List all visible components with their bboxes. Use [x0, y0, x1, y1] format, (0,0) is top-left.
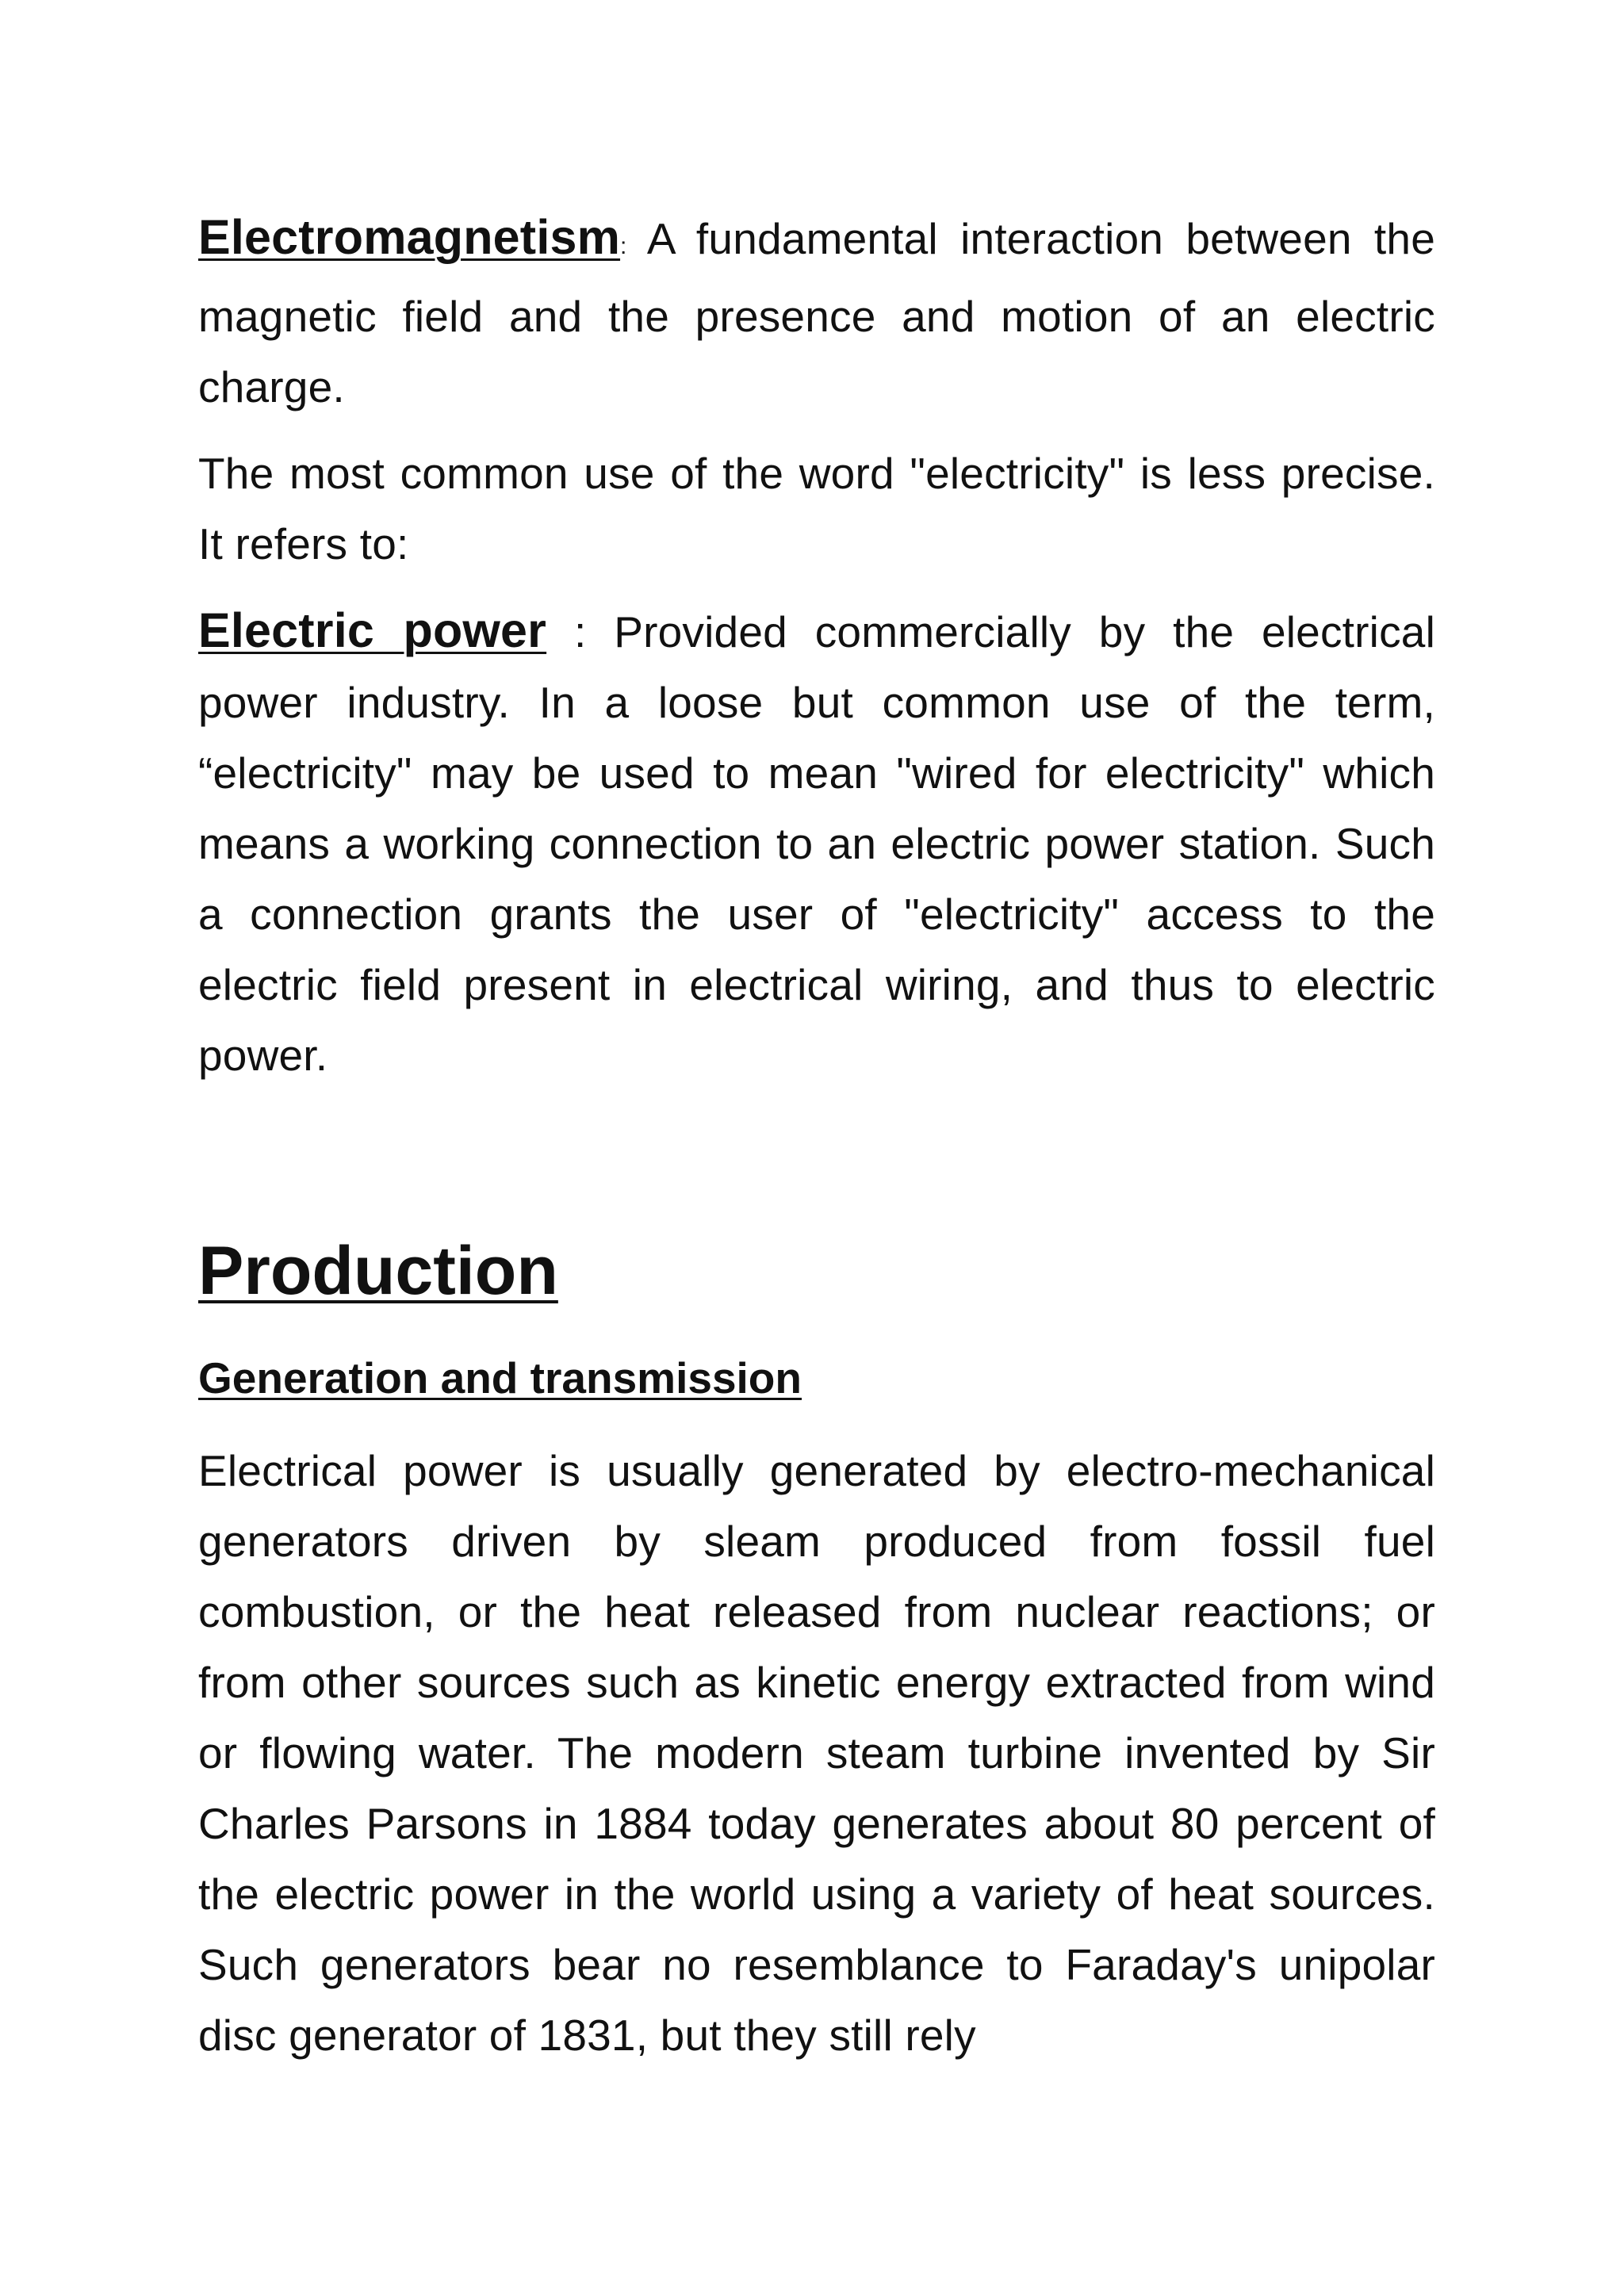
definition-electric-power: : Provided commercially by the electrical power industry. In a loose but common use of the term, “electricity" may be used to mean "wired for electricity" which means a working connection to an electric power station. Such a connection grants the user of "electricity" access to the electric field present in electrical wiring, and thus to electric power. [198, 607, 1435, 1080]
term-electromagnetism: Electromagnetism [198, 210, 621, 264]
term-electric-power: Electric power [198, 603, 547, 657]
paragraph-generation-text: Electrical power is usually generated by electro-mechanical generators driven by sleam produced from fossil fuel combustion, or the heat released from nuclear reactions; or from other sources such as kinetic energy extracted from wind or flowing water. The modern steam turbine invented by Sir Charles Parsons in 1884 today generates about 80 percent of the electric power in the world using a variety of heat sources. Such generators bear no resemblance to Faraday's unipolar disc generator of 1831, but they still rely [198, 1446, 1435, 2060]
document-page [198, 202, 1435, 2071]
section-title: Production [198, 1233, 558, 1309]
paragraph-electric-power [198, 595, 1435, 1091]
paragraph-generation [198, 1436, 1435, 2071]
paragraph-electromagnetism [198, 202, 1435, 423]
term-separator: : [620, 233, 627, 259]
paragraph-common-use-text: The most common use of the word "electricity" is less precise. It refers to: [198, 449, 1435, 568]
subsection-title: Generation and transmission [198, 1353, 802, 1402]
definition-electromagnetism: A fundamental interaction between the magnetic field and the presence and motion of an electric charge. [198, 214, 1435, 411]
paragraph-common-use [198, 438, 1435, 580]
